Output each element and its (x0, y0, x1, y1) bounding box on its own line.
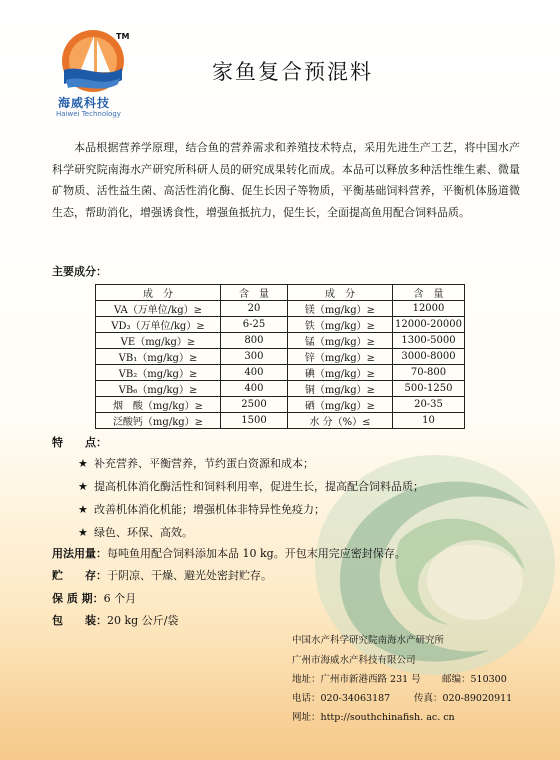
feature-item (78, 501, 325, 517)
table-cell: 2500 (220, 397, 287, 413)
table-cell: 70-800 (392, 365, 464, 381)
table-cell: 20-35 (392, 397, 464, 413)
table-cell: 镁（mg/kg）≥ (287, 301, 392, 317)
table-cell: 泛酸钙（mg/kg）≥ (96, 413, 221, 429)
contact-website: 网址：http://southchinafish. ac. cn (292, 712, 455, 723)
table-header: 成 分 (287, 285, 392, 301)
logo-name-cn: 海威科技 (58, 96, 111, 110)
table-cell: 800 (220, 333, 287, 349)
table-cell: VE（mg/kg）≥ (96, 333, 221, 349)
table-row (96, 381, 465, 397)
usage-line (52, 545, 406, 561)
composition-table (95, 284, 465, 429)
table-cell: 烟 酸（mg/kg）≥ (96, 397, 221, 413)
packaging-value: 20 kg 公斤/袋 (107, 614, 179, 627)
table-cell: 20 (220, 301, 287, 317)
table-cell: 6-25 (220, 317, 287, 333)
shelf-life-label: 保 质 期： (52, 592, 104, 605)
table-row (96, 333, 465, 349)
features-heading: 特 点： (52, 436, 107, 449)
star-icon: ★ (78, 457, 88, 470)
table-cell: 锰（mg/kg）≥ (287, 333, 392, 349)
star-icon: ★ (78, 503, 88, 516)
table-row (96, 317, 465, 333)
packaging-line (52, 612, 178, 628)
storage-value: 于阴凉、干燥、避光处密封贮存。 (107, 569, 272, 582)
packaging-label: 包 装： (52, 614, 107, 627)
table-row (96, 397, 465, 413)
table-row (96, 365, 465, 381)
feature-text: 绿色、环保、高效。 (94, 526, 193, 539)
contact-phone: 电话：020-34063187 (292, 693, 391, 704)
feature-text: 改善机体消化机能；增强机体非特异性免疫力； (94, 503, 325, 516)
intro-paragraph: 本品根据营养学原理，结合鱼的营养需求和养殖技术特点，采用先进生产工艺，将中国水产科学研究院南海水产研究所科研人员的研究成果转化而成。本品可以释放多种活性维生素、微量矿物质、活性益生菌、高活性消化酶、促生长因子等物质，平衡基础饲料营养，平衡机体肠道微生态，帮助消化，增强诱食性，增强鱼抵抗力，促生长，全面提高鱼用配合饲料品质。 (52, 141, 520, 219)
table-row (96, 349, 465, 365)
table-cell: 1500 (220, 413, 287, 429)
table-cell: 硒（mg/kg）≥ (287, 397, 392, 413)
contact-org-1: 中国水产科学研究院南海水产研究所 (292, 635, 445, 646)
feature-text: 补充营养、平衡营养，节约蛋白资源和成本； (94, 457, 314, 470)
usage-label: 用法用量： (52, 547, 107, 560)
storage-label: 贮 存： (52, 569, 107, 582)
table-row (96, 413, 465, 429)
contact-address: 地址：广州市新港西路 231 号 (292, 674, 421, 685)
table-cell: VB₁（mg/kg）≥ (96, 349, 221, 365)
usage-value: 每吨鱼用配合饲料添加本品 10 kg。开包末用完应密封保存。 (107, 547, 406, 560)
table-cell: 300 (220, 349, 287, 365)
table-header: 含 量 (392, 285, 464, 301)
table-cell: 10 (392, 413, 464, 429)
page-title: 家鱼复合预混料 (212, 60, 373, 84)
table-cell: VB₂（mg/kg）≥ (96, 365, 221, 381)
star-icon: ★ (78, 526, 88, 539)
table-cell: 铁（mg/kg）≥ (287, 317, 392, 333)
table-cell: 3000-8000 (392, 349, 464, 365)
feature-text: 提高机体消化酶活性和饲料利用率，促进生长，提高配合饲料品质； (94, 480, 424, 493)
contact-postcode: 邮编：510300 (442, 674, 507, 685)
storage-line (52, 567, 272, 583)
feature-item (78, 524, 193, 540)
table-header: 含 量 (220, 285, 287, 301)
brand-logo (52, 28, 138, 120)
table-cell: 12000 (392, 301, 464, 317)
table-cell: VB₆（mg/kg）≥ (96, 381, 221, 397)
table-cell: 400 (220, 365, 287, 381)
table-header-row (96, 285, 465, 301)
table-cell: 锌（mg/kg）≥ (287, 349, 392, 365)
table-cell: VD₃（万单位/kg）≥ (96, 317, 221, 333)
contact-fax: 传真：020-89020911 (414, 693, 513, 704)
feature-item (78, 455, 314, 471)
contact-org-2: 广州市海威水产科技有限公司 (292, 655, 416, 666)
table-cell: 12000-20000 (392, 317, 464, 333)
table-header: 成 分 (96, 285, 221, 301)
logo-name-en: Haiwei Technology (56, 110, 121, 118)
table-cell: 400 (220, 381, 287, 397)
table-cell: 500-1250 (392, 381, 464, 397)
trademark-mark: TM (116, 32, 130, 41)
composition-heading: 主要成分： (52, 265, 107, 278)
star-icon: ★ (78, 480, 88, 493)
table-cell: 碘（mg/kg）≥ (287, 365, 392, 381)
shelf-life-line (52, 590, 136, 606)
table-row (96, 301, 465, 317)
table-cell: 水 分（%）≤ (287, 413, 392, 429)
table-cell: 1300-5000 (392, 333, 464, 349)
feature-item (78, 478, 424, 494)
shelf-life-value: 6 个月 (103, 592, 137, 605)
table-cell: 铜（mg/kg）≥ (287, 381, 392, 397)
table-cell: VA（万单位/kg）≥ (96, 301, 221, 317)
